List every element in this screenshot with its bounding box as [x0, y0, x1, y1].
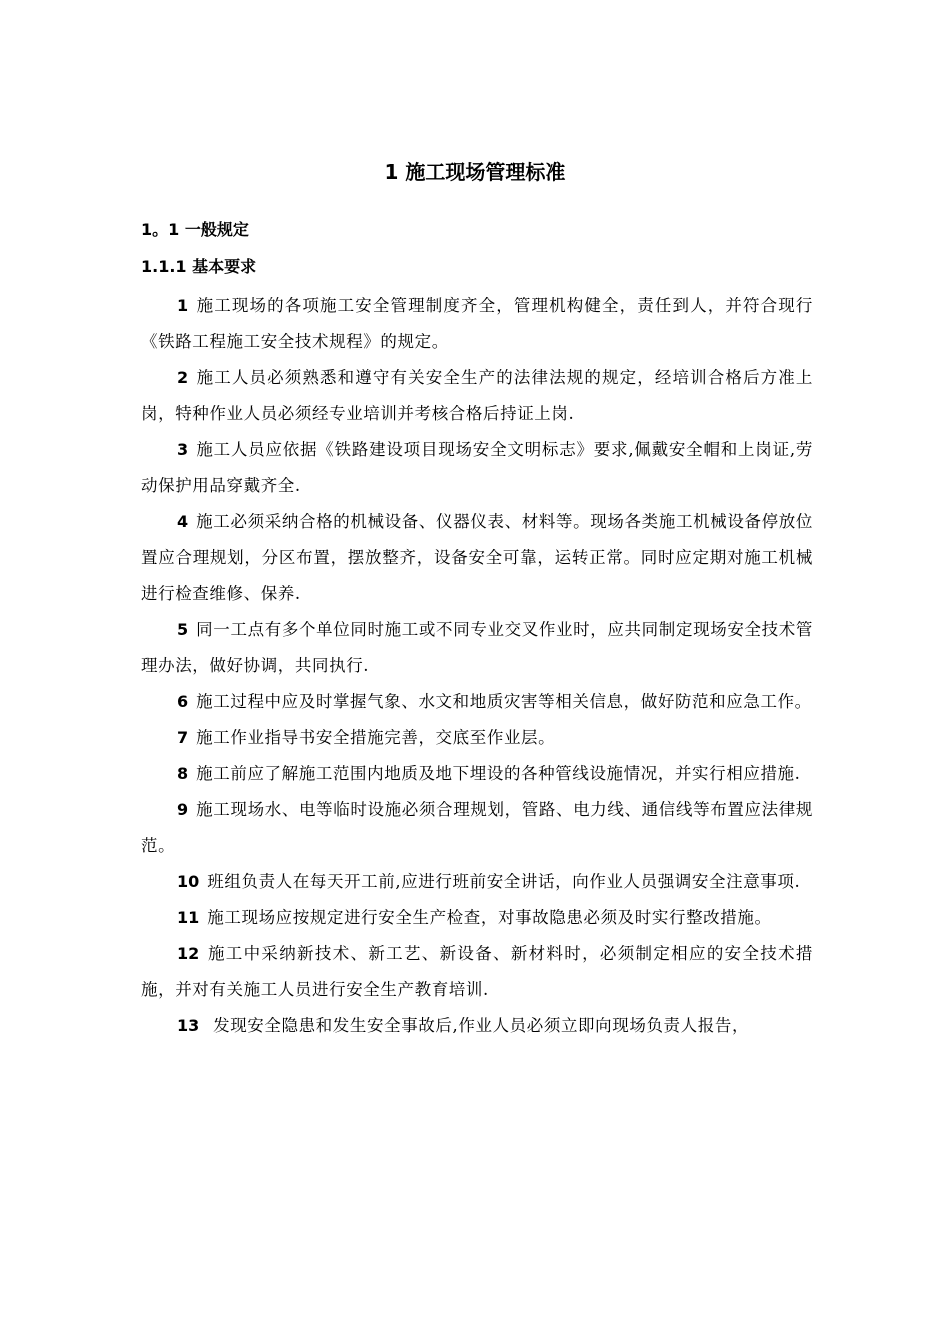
list-item: [141, 720, 813, 756]
list-item: [141, 684, 813, 720]
item-text: 施工人员必须熟悉和遵守有关安全生产的法律法规的规定，经培训合格后方准上岗，特种作业人员必须经专业培训并考核合格后持证上岗.: [141, 368, 813, 423]
item-text: 施工过程中应及时掌握气象、水文和地质灾害等相关信息，做好防范和应急工作。: [196, 692, 812, 711]
list-item: [141, 792, 813, 864]
item-text: 施工现场应按规定进行安全生产检查，对事故隐患必须及时实行整改措施。: [207, 908, 772, 927]
item-text: 施工人员应依据《铁路建设项目现场安全文明标志》要求,佩戴安全帽和上岗证,劳动保护用品穿戴齐全.: [141, 440, 813, 495]
item-text: 施工必须采纳合格的机械设备、仪器仪表、材料等。现场各类施工机械设备停放位置应合理规划，分区布置，摆放整齐，设备安全可靠，运转正常。同时应定期对施工机械进行检查维修、保养.: [141, 512, 813, 603]
item-number: 8: [177, 764, 189, 783]
list-item: [141, 864, 813, 900]
item-number: 13: [177, 1016, 200, 1035]
item-text: 施工中采纳新技术、新工艺、新设备、新材料时，必须制定相应的安全技术措施，并对有关施工人员进行安全生产教育培训.: [141, 944, 813, 999]
item-number: 12: [177, 944, 200, 963]
requirements-list: [141, 288, 813, 1044]
item-text: 施工现场的各项施工安全管理制度齐全，管理机构健全，责任到人，并符合现行《铁路工程施工安全技术规程》的规定。: [141, 296, 813, 351]
item-number: 2: [177, 368, 189, 387]
list-item: [141, 288, 813, 360]
item-number: 1: [177, 296, 189, 315]
item-text: 发现安全隐患和发生安全事故后,作业人员必须立即向现场负责人报告，: [207, 1016, 750, 1035]
item-number: 4: [177, 512, 189, 531]
item-number: 5: [177, 620, 189, 639]
item-number: 9: [177, 800, 189, 819]
item-text: 班组负责人在每天开工前,应进行班前安全讲话，向作业人员强调安全注意事项.: [207, 872, 801, 891]
item-text: 同一工点有多个单位同时施工或不同专业交叉作业时，应共同制定现场安全技术管理办法，做好协调，共同执行.: [141, 620, 813, 675]
item-text: 施工作业指导书安全措施完善，交底至作业层。: [196, 728, 556, 747]
item-number: 7: [177, 728, 189, 747]
item-number: 3: [177, 440, 189, 459]
list-item: [141, 504, 813, 612]
list-item: [141, 432, 813, 504]
list-item: [141, 360, 813, 432]
item-number: 11: [177, 908, 200, 927]
item-text: 施工现场水、电等临时设施必须合理规划，管路、电力线、通信线等布置应法律规范。: [141, 800, 813, 855]
list-item: [141, 756, 813, 792]
list-item: [141, 612, 813, 684]
list-item: [141, 900, 813, 936]
item-number: 6: [177, 692, 189, 711]
item-number: 10: [177, 872, 200, 891]
list-item: [141, 1008, 813, 1044]
list-item: [141, 936, 813, 1008]
item-text: 施工前应了解施工范围内地质及地下埋设的各种管线设施情况，并实行相应措施.: [196, 764, 801, 783]
page-title: 1 施工现场管理标准: [384, 160, 566, 184]
subsection-heading: 1.1.1 基本要求: [141, 257, 257, 276]
section-heading: 1。1 一般规定: [141, 220, 249, 239]
